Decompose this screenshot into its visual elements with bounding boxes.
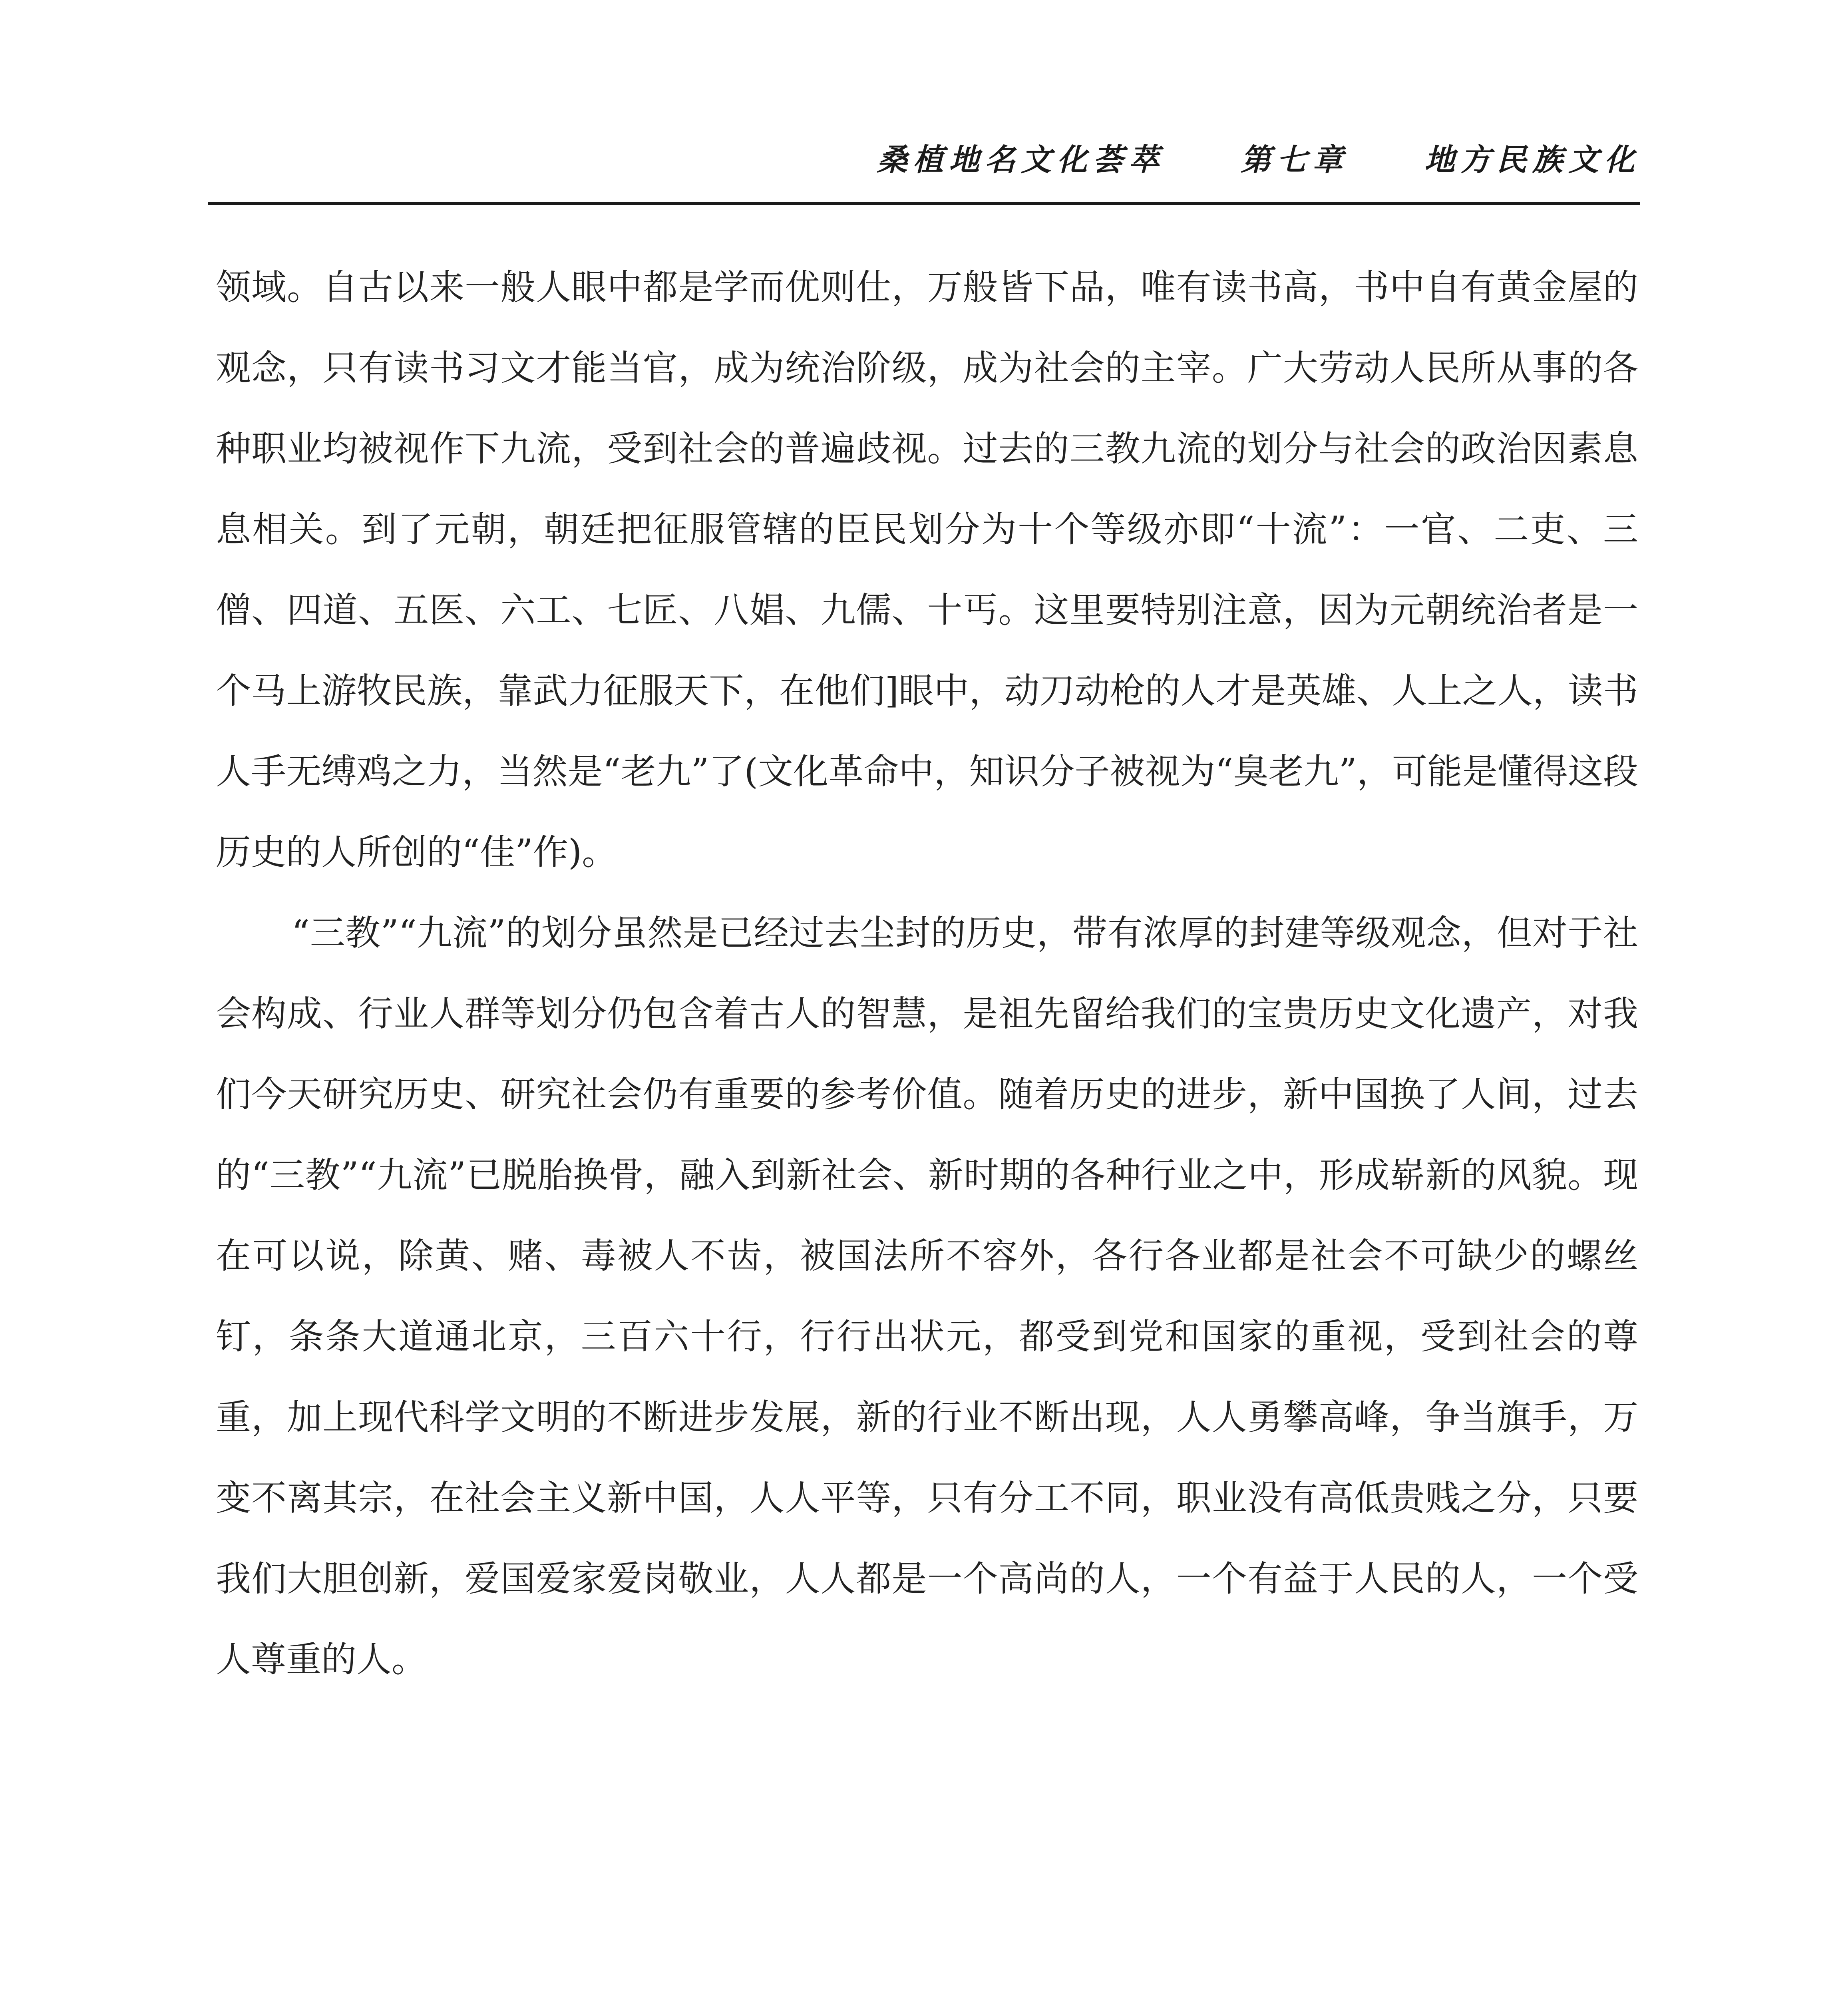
chapter-label: 第七章 <box>1241 142 1349 177</box>
running-header <box>877 142 1640 177</box>
book-title: 桑植地名文化荟萃 <box>877 142 1165 177</box>
paragraph-continued: 领域。自古以来一般人眼中都是学而优则仕，万般皆下品，唯有读书高，书中自有黄金屋的观念，只有读书习文才能当官，成为统治阶级，成为社会的主宰。广大劳动人民所从事的各种职业均被视作下九流，受到社会的普遍歧视。过去的三教九流的划分与社会的政治因素息息相关。到了元朝，朝廷把征服管辖的臣民划分为十个等级亦即“十流”：一官、二吏、三僧、四道、五医、六工、七匠、八娼、九儒、十丐。这里要特别注意，因为元朝统治者是一个马上游牧民族，靠武力征服天下，在他们]眼中，动刀动枪的人才是英雄、人上之人，读书人手无缚鸡之力，当然是“老九”了(文化革命中，知识分子被视为“臭老九”，可能是懂得这段历史的人所创的“佳”作)。 <box>216 267 1638 873</box>
section-title: 地方民族文化 <box>1424 142 1640 177</box>
paragraph: “三教”“九流”的划分虽然是已经过去尘封的历史，带有浓厚的封建等级观念，但对于社会构成、行业人群等划分仍包含着古人的智慧，是祖先留给我们的宝贵历史文化遗产，对我们今天研究历史、研究社会仍有重要的参考价值。随着历史的进步，新中国换了人间，过去的“三教”“九流”已脱胎换骨，融入到新社会、新时期的各种行业之中，形成崭新的风貌。现在可以说，除黄、赌、毒被人不齿，被国法所不容外，各行各业都是社会不可缺少的螺丝钉，条条大道通北京，三百六十行，行行出状元，都受到党和国家的重视，受到社会的尊重，加上现代科学文明的不断进步发展，新的行业不断出现，人人勇攀高峰，争当旗手，万变不离其宗，在社会主义新中国，人人平等，只有分工不同，职业没有高低贵贱之分，只要我们大胆创新，爱国爱家爱岗敬业，人人都是一个高尚的人，一个有益于人民的人，一个受人尊重的人。 <box>216 912 1638 1680</box>
body-text <box>216 247 1638 1700</box>
header-divider <box>208 202 1640 205</box>
